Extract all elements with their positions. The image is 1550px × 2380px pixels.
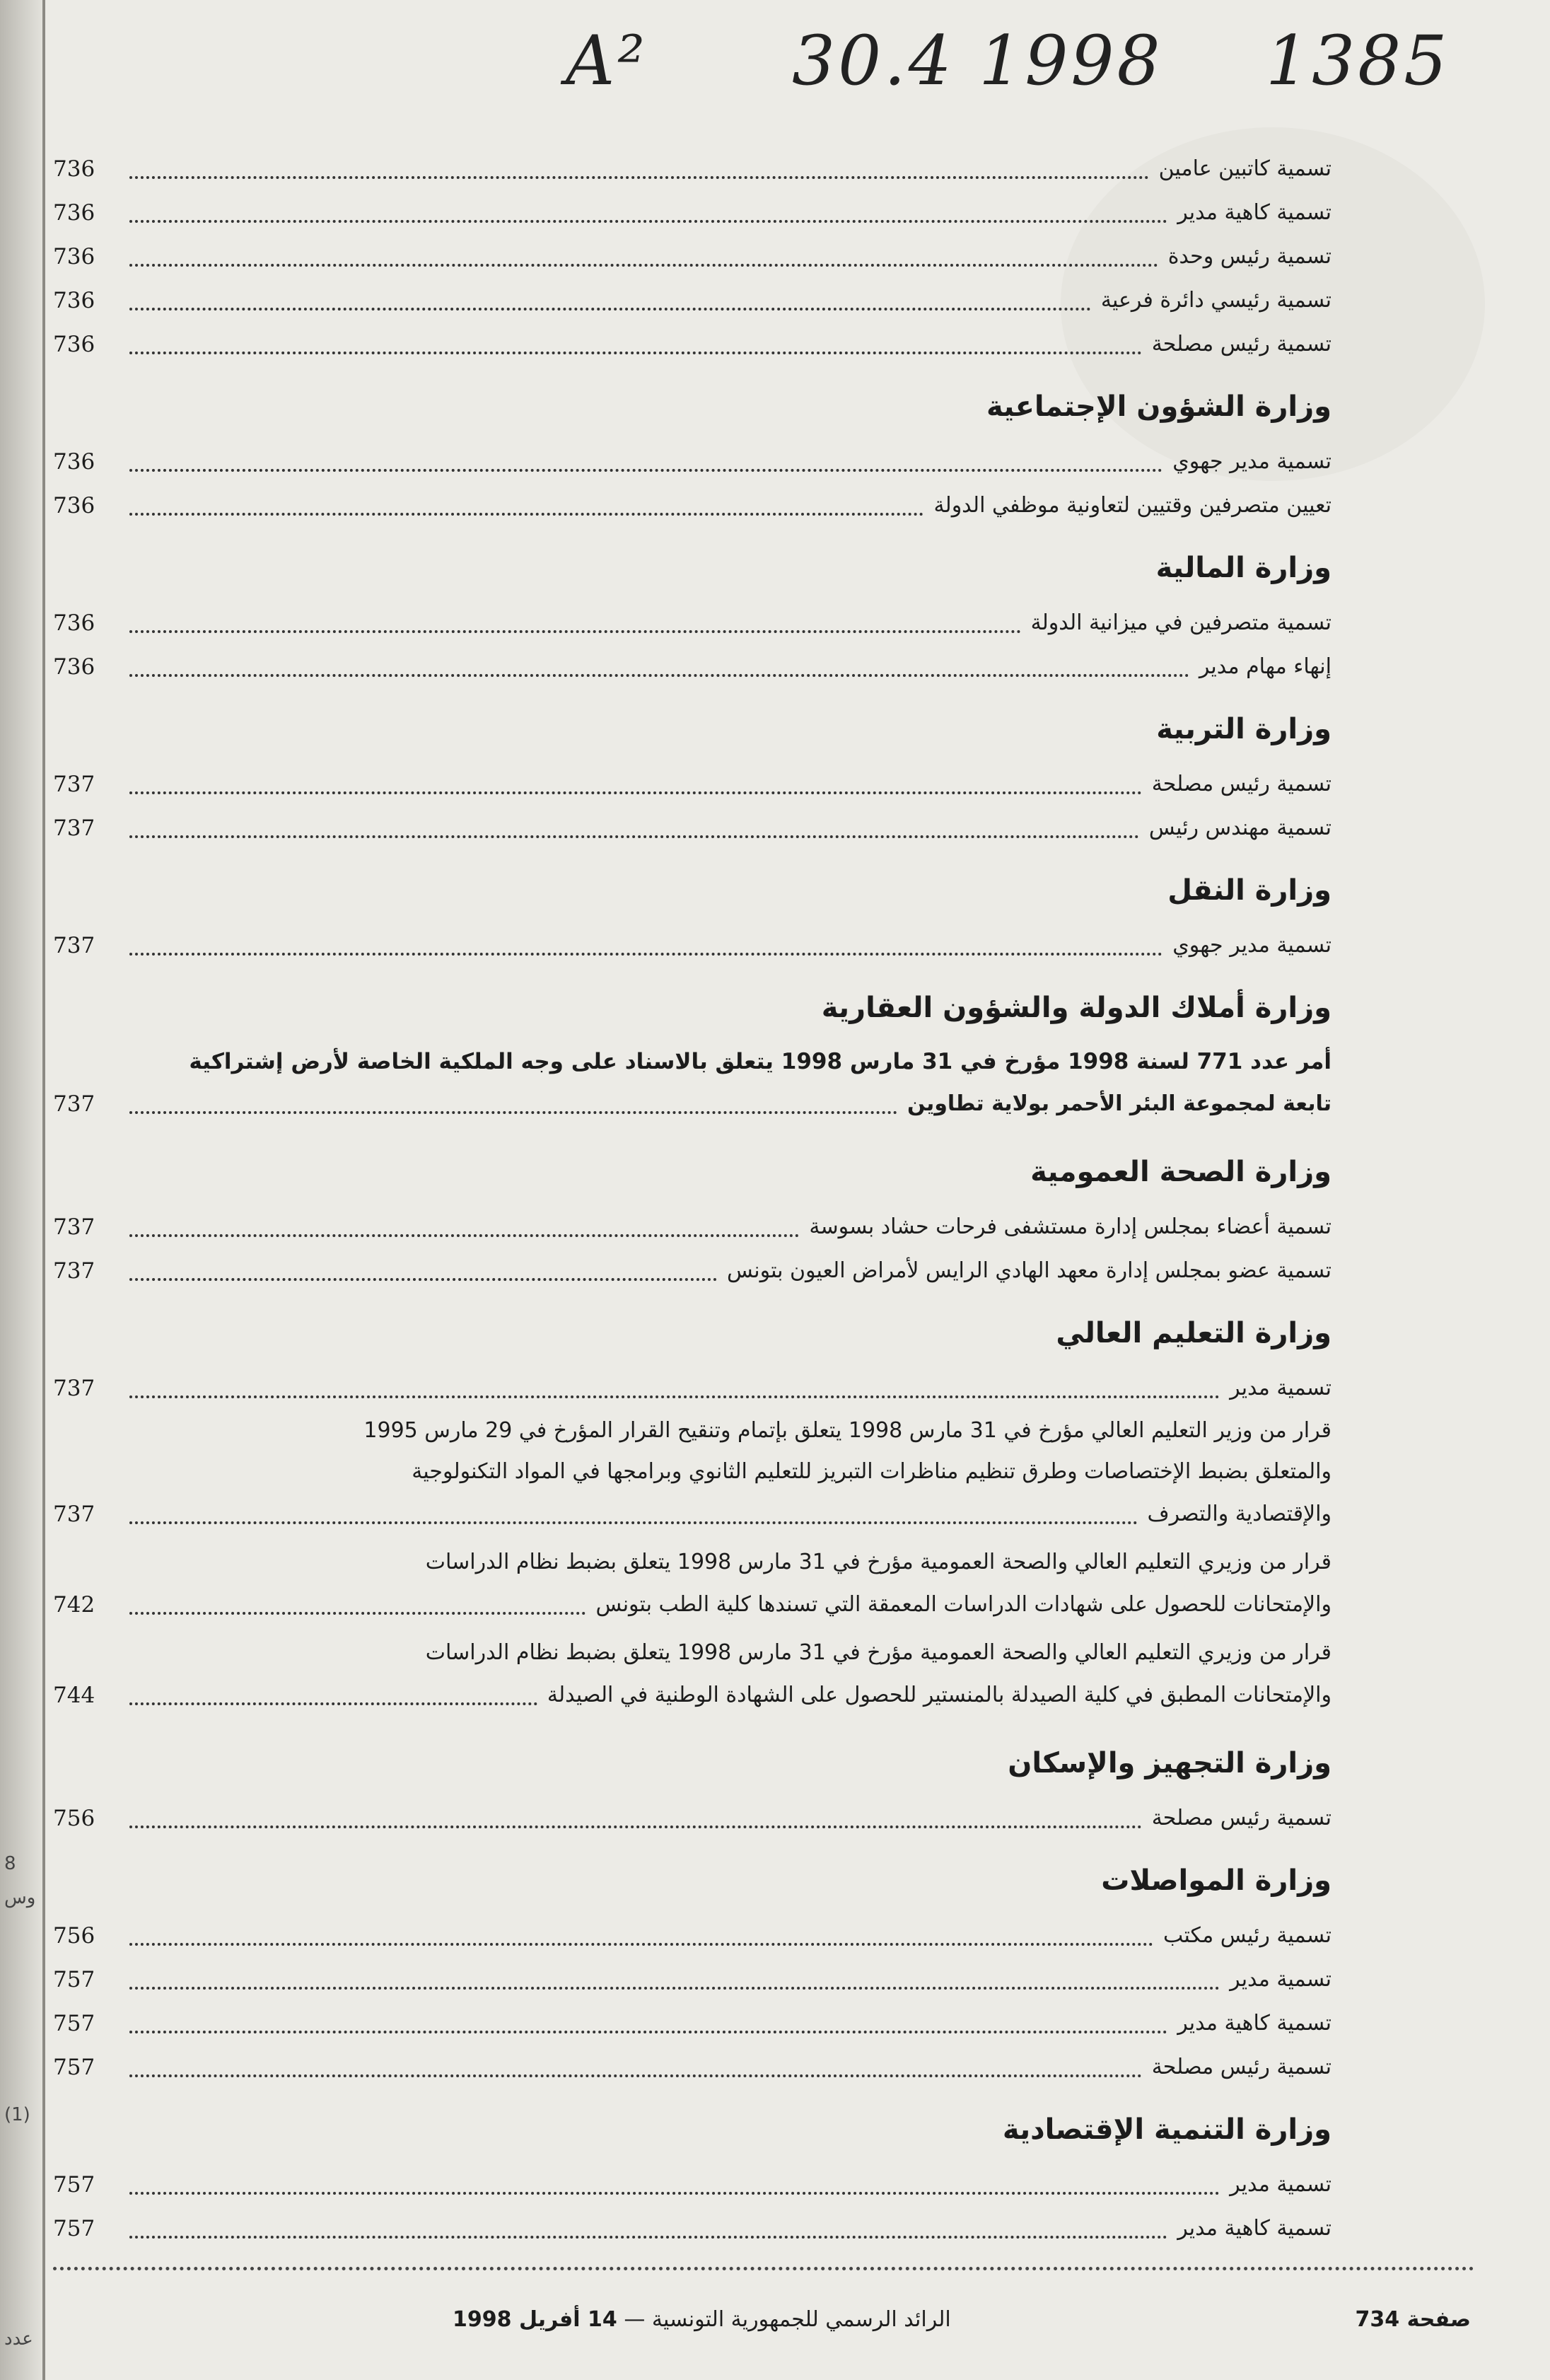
- page-number: 757: [53, 2172, 95, 2198]
- toc-entry: [53, 1366, 1332, 1410]
- toc-entry: [53, 1492, 1332, 1536]
- facing-page-edge: [0, 0, 42, 2380]
- page-number: 742: [53, 1592, 95, 1618]
- entry-title: تسمية رئيس مصلحة: [1151, 2055, 1332, 2079]
- ministry-heading: وزارة التربية: [1156, 713, 1332, 745]
- table-of-contents: [53, 147, 1332, 2251]
- entry-title: تسمية رئيس مصلحة: [1151, 1806, 1332, 1830]
- decree-entry: [53, 1542, 1332, 1627]
- ministry-heading: وزارة المالية: [1155, 552, 1332, 584]
- dot-leader: [129, 1943, 1153, 1946]
- toc-entry: [53, 1205, 1332, 1249]
- entry-title: تسمية مدير جهوي: [1172, 933, 1332, 958]
- ministry-heading: وزارة التجهيز والإسكان: [1008, 1747, 1332, 1780]
- entry-title: والإمتحانات للحصول على شهادات الدراسات المعمقة التي تسندها كلية الطب بتونس: [595, 1592, 1332, 1617]
- toc-entry: [53, 601, 1332, 645]
- toc-entry: [53, 235, 1332, 279]
- page-number: 736: [53, 610, 95, 636]
- dot-leader: [129, 513, 923, 516]
- entry-title: تسمية رئيس مصلحة: [1151, 772, 1332, 796]
- page-number: 736: [53, 244, 95, 269]
- entry-title: تسمية رئيس مكتب: [1163, 1923, 1332, 1948]
- toc-entry: [53, 323, 1332, 366]
- dot-leader: [129, 1234, 799, 1237]
- margin-fragment: عدد: [4, 2328, 33, 2350]
- decree-text-line: قرار من وزير التعليم العالي مؤرخ في 31 مارس 1998 يتعلق بإتمام وتنقيح القرار المؤرخ في 29 مارس 1995: [363, 1418, 1332, 1443]
- dot-leader: [129, 2074, 1142, 2077]
- page-number: 757: [53, 1967, 95, 1992]
- footer-rule: [53, 2267, 1474, 2270]
- page-binding-edge: [42, 0, 45, 2380]
- page-number: 737: [53, 815, 95, 841]
- decree-entry: [53, 1632, 1332, 1717]
- margin-fragment: (1): [4, 2104, 30, 2125]
- entry-title: تسمية مدير: [1230, 1967, 1332, 1992]
- dot-leader: [129, 220, 1167, 223]
- page-number: 757: [53, 2216, 95, 2241]
- entry-title: تسمية رئيس وحدة: [1167, 244, 1332, 269]
- footer-separator: —: [624, 2307, 646, 2332]
- toc-entry: [53, 1673, 1332, 1717]
- dot-leader: [129, 674, 1189, 677]
- toc-entry: [53, 806, 1332, 850]
- entry-title: تعيين متصرفين وقتيين لتعاونية موظفي الدولة: [933, 493, 1332, 518]
- decree-entry: [53, 1410, 1332, 1536]
- handwritten-date: 30.4 1998: [792, 21, 1163, 100]
- toc-entry: [53, 645, 1332, 689]
- entry-title: تسمية متصرفين في ميزانية الدولة: [1030, 610, 1332, 635]
- toc-entry: [53, 440, 1332, 484]
- ministry-heading: وزارة الصحة العمومية: [1030, 1156, 1332, 1188]
- footer-date: 14 أفريل 1998: [453, 2307, 617, 2332]
- dot-leader: [129, 1278, 717, 1281]
- entry-title: تسمية كاهية مدير: [1177, 2011, 1332, 2036]
- entry-title: تسمية كاتبين عامين: [1158, 156, 1332, 181]
- dot-leader: [129, 630, 1021, 633]
- handwritten-number: 1385: [1266, 21, 1450, 100]
- toc-entry: [53, 1914, 1332, 1958]
- entry-title: تسمية مدير: [1230, 2172, 1332, 2197]
- entry-title: تسمية مدير جهوي: [1172, 449, 1332, 474]
- page-number: 737: [53, 1376, 95, 1401]
- toc-entry: [53, 1958, 1332, 2002]
- footer-gazette-title: الرائد الرسمي للجمهورية التونسية: [651, 2307, 951, 2332]
- page-number: 736: [53, 449, 95, 475]
- dot-leader: [129, 469, 1162, 472]
- toc-entry: [53, 484, 1332, 528]
- entry-title: تابعة لمجموعة البئر الأحمر بولاية تطاوين: [907, 1091, 1332, 1116]
- entry-title: تسمية أعضاء بمجلس إدارة مستشفى فرحات حشاد بسوسة: [809, 1214, 1332, 1239]
- ministry-heading: وزارة الشؤون الإجتماعية: [986, 390, 1332, 423]
- dot-leader: [129, 1825, 1142, 1828]
- dot-leader: [129, 835, 1139, 838]
- footer-page-label: صفحة 734: [1355, 2307, 1471, 2332]
- page-number: 757: [53, 2011, 95, 2036]
- margin-fragment: 8: [4, 1853, 16, 1874]
- toc-entry: [53, 924, 1332, 968]
- page-number: 736: [53, 156, 95, 182]
- dot-leader: [129, 1987, 1220, 1990]
- margin-fragment: وس: [4, 1887, 36, 1908]
- decree-text-line: والمتعلق بضبط الإختصاصات وطرق تنظيم مناظرات التبريز للتعليم الثانوي وبرامجها في المواد التكنولوجية: [412, 1459, 1332, 1484]
- decree-text-line: قرار من وزيري التعليم العالي والصحة العمومية مؤرخ في 31 مارس 1998 يتعلق بضبط نظام الدراسات: [425, 1640, 1332, 1665]
- toc-entry: [53, 147, 1332, 191]
- entry-title: تسمية رئيس مصلحة: [1151, 332, 1332, 356]
- page-number: 756: [53, 1923, 95, 1949]
- dot-leader: [129, 1612, 585, 1615]
- dot-leader: [129, 2236, 1167, 2239]
- toc-entry: [53, 1583, 1332, 1627]
- dot-leader: [129, 2031, 1167, 2033]
- entry-title: والإقتصادية والتصرف: [1147, 1502, 1332, 1526]
- toc-entry: [53, 2163, 1332, 2207]
- toc-entry: [53, 1249, 1332, 1293]
- toc-entry: [53, 191, 1332, 235]
- page-number: 737: [53, 1258, 95, 1284]
- page-number: 737: [53, 933, 95, 958]
- entry-title: تسمية مهندس رئيس: [1148, 815, 1332, 840]
- ministry-heading: وزارة النقل: [1167, 874, 1332, 907]
- footer-gazette: [453, 2307, 951, 2332]
- ministry-heading: وزارة التنمية الإقتصادية: [1002, 2113, 1332, 2146]
- toc-entry: [53, 1082, 1332, 1126]
- entry-title: والإمتحانات المطبق في كلية الصيدلة بالمنستير للحصول على الشهادة الوطنية في الصيدلة: [547, 1683, 1332, 1707]
- page-footer: [453, 2307, 1471, 2332]
- ministry-heading: وزارة التعليم العالي: [1056, 1317, 1332, 1349]
- page-number: 757: [53, 2055, 95, 2080]
- dot-leader: [129, 2192, 1220, 2195]
- page-number: 736: [53, 654, 95, 680]
- toc-entry: [53, 2045, 1332, 2089]
- page-number: 736: [53, 493, 95, 518]
- dot-leader: [129, 953, 1162, 956]
- page-number: 737: [53, 772, 95, 797]
- dot-leader: [129, 176, 1149, 179]
- dot-leader: [129, 791, 1142, 794]
- decree-text-line: قرار من وزيري التعليم العالي والصحة العمومية مؤرخ في 31 مارس 1998 يتعلق بضبط نظام الدراسات: [425, 1550, 1332, 1574]
- toc-entry: [53, 762, 1332, 806]
- page-number: 736: [53, 288, 95, 313]
- toc-entry: [53, 2207, 1332, 2251]
- dot-leader: [129, 1702, 537, 1705]
- page-number: 736: [53, 332, 95, 357]
- dot-leader: [129, 1395, 1220, 1398]
- dot-leader: [129, 308, 1091, 310]
- page-number: 756: [53, 1806, 95, 1831]
- entry-title: تسمية رئيسي دائرة فرعية: [1100, 288, 1332, 313]
- ministry-heading: وزارة المواصلات: [1101, 1864, 1332, 1897]
- decree-entry: [53, 1041, 1332, 1126]
- decree-text-line: أمر عدد 771 لسنة 1998 مؤرخ في 31 مارس 1998 يتعلق بالاسناد على وجه الملكية الخاصة لأرض إشتراكية: [189, 1049, 1332, 1074]
- dot-leader: [129, 352, 1142, 354]
- page-number: 737: [53, 1214, 95, 1240]
- page-number: 736: [53, 200, 95, 226]
- ministry-heading: وزارة أملاك الدولة والشؤون العقارية: [821, 992, 1332, 1024]
- toc-entry: [53, 279, 1332, 323]
- dot-leader: [129, 1111, 897, 1114]
- dot-leader: [129, 1521, 1138, 1524]
- dot-leader: [129, 264, 1158, 267]
- entry-title: تسمية مدير: [1230, 1376, 1332, 1400]
- toc-entry: [53, 2002, 1332, 2045]
- page-number: 744: [53, 1683, 95, 1708]
- entry-title: تسمية عضو بمجلس إدارة معهد الهادي الرايس لأمراض العيون بتونس: [726, 1258, 1332, 1283]
- entry-title: تسمية كاهية مدير: [1177, 2216, 1332, 2241]
- entry-title: تسمية كاهية مدير: [1177, 200, 1332, 225]
- page-number: 737: [53, 1091, 95, 1117]
- page-number: 737: [53, 1502, 95, 1527]
- handwritten-annotation-a: A²: [566, 21, 648, 100]
- entry-title: إنهاء مهام مدير: [1199, 654, 1332, 679]
- toc-entry: [53, 1796, 1332, 1840]
